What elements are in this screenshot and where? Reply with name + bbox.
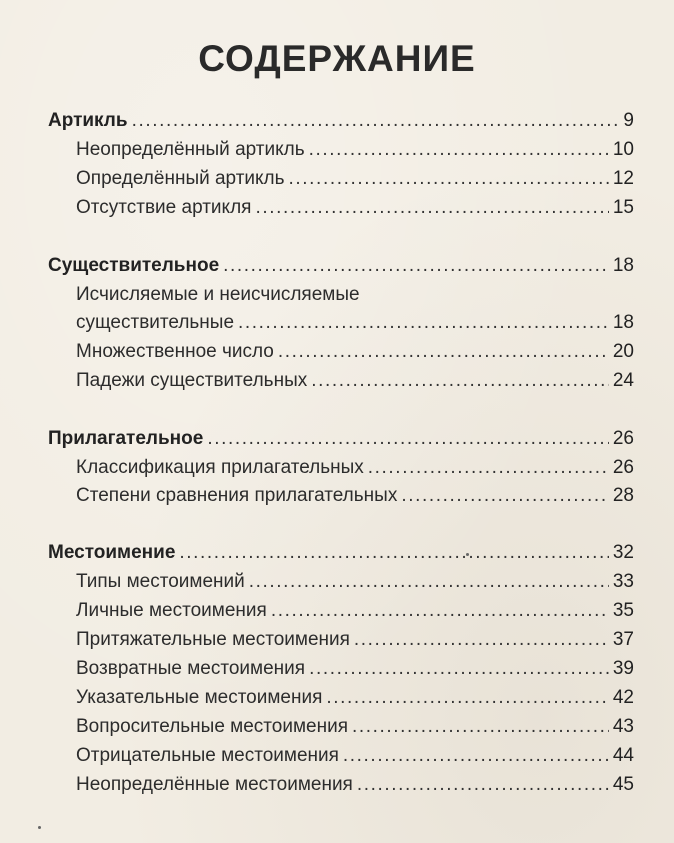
toc-item — [76, 135, 634, 165]
toc-item-label: Неопределённые местоимения — [76, 774, 353, 795]
toc-page-number: 26 — [612, 457, 634, 478]
toc-page-number: 33 — [612, 571, 634, 592]
dot-leader — [326, 683, 608, 713]
toc-item — [76, 308, 634, 338]
toc-item — [76, 337, 634, 367]
dot-leader — [352, 712, 609, 742]
toc-item — [76, 712, 634, 742]
page-title: СОДЕРЖАНИЕ — [198, 38, 476, 79]
toc-section-pronoun — [48, 538, 634, 568]
toc-item — [76, 164, 634, 194]
toc-page-number: 12 — [612, 168, 634, 189]
toc-page-number: 28 — [612, 485, 634, 506]
toc-section-adjective — [48, 424, 634, 454]
dot-leader — [179, 538, 608, 568]
toc-page-number: 20 — [612, 341, 634, 362]
toc-page-number: 44 — [612, 745, 634, 766]
toc-page-number: 39 — [612, 658, 634, 679]
toc-item-label: Вопросительные местоимения — [76, 716, 349, 737]
toc-item — [76, 683, 634, 713]
toc-section-label: Прилагательное — [48, 428, 204, 449]
toc-item — [76, 770, 634, 800]
toc-item-label: Степени сравнения прилагательных — [76, 485, 398, 506]
toc-page-number: 18 — [612, 312, 634, 333]
dot-leader — [357, 770, 609, 800]
toc-item-label: Классификация прилагательных — [76, 457, 364, 478]
dot-leader — [401, 481, 609, 511]
dot-leader — [278, 337, 609, 367]
dot-leader — [343, 741, 609, 771]
toc-item-label: Падежи существительных — [76, 370, 308, 391]
dot-leader — [223, 251, 609, 281]
dot-leader — [354, 625, 609, 655]
toc-item — [76, 741, 634, 771]
toc-page-number: 42 — [612, 687, 634, 708]
toc-item — [76, 481, 634, 511]
toc-page-number: 9 — [623, 110, 634, 131]
toc-page-number: 45 — [612, 774, 634, 795]
toc-page-number: 24 — [612, 370, 634, 391]
ink-speck — [466, 553, 469, 556]
toc-item-label: существительные — [76, 312, 235, 333]
toc-item-label: Неопределённый артикль — [76, 139, 305, 160]
toc-page-number: 43 — [612, 716, 634, 737]
dot-leader — [271, 596, 609, 626]
dot-leader — [207, 424, 609, 454]
toc-page-number: 26 — [612, 428, 634, 449]
toc-page-number: 15 — [612, 197, 634, 218]
toc-section-label: Местоимение — [48, 542, 176, 563]
toc-page-number: 35 — [612, 600, 634, 621]
dot-leader — [368, 453, 609, 483]
toc-page-number: 37 — [612, 629, 634, 650]
toc-item-label: Возвратные местоимения — [76, 658, 306, 679]
toc-item-label: Типы местоимений — [76, 571, 245, 592]
toc-page-number: 18 — [612, 255, 634, 276]
toc-item — [76, 625, 634, 655]
toc-item-label: Множественное число — [76, 341, 274, 362]
toc-item-label: Отсутствие артикля — [76, 197, 252, 218]
toc-item — [76, 567, 634, 597]
dot-leader — [289, 164, 609, 194]
toc-item — [76, 596, 634, 626]
toc-item-label: Указательные местоимения — [76, 687, 323, 708]
toc-item — [76, 366, 634, 396]
dot-leader — [309, 654, 609, 684]
toc-page-number: 32 — [612, 542, 634, 563]
toc-item-label: Отрицательные местоимения — [76, 745, 339, 766]
toc-item-label: Личные местоимения — [76, 600, 267, 621]
toc-item-label-line1: Исчисляемые и неисчисляемые — [76, 284, 360, 305]
dot-leader — [255, 193, 608, 223]
ink-speck — [38, 826, 41, 829]
dot-leader — [311, 366, 609, 396]
toc-item-label: Определённый артикль — [76, 168, 285, 189]
toc-page-number: 10 — [612, 139, 634, 160]
dot-leader — [132, 106, 620, 136]
toc-section-noun — [48, 251, 634, 281]
dot-leader — [249, 567, 609, 597]
toc-section-article — [48, 106, 634, 136]
dot-leader — [238, 308, 609, 338]
toc-item — [76, 193, 634, 223]
toc-section-label: Существительное — [48, 255, 220, 276]
toc-item-label: Притяжательные местоимения — [76, 629, 350, 650]
dot-leader — [309, 135, 609, 165]
toc-item — [76, 453, 634, 483]
toc-item — [76, 654, 634, 684]
toc-section-label: Артикль — [48, 110, 128, 131]
